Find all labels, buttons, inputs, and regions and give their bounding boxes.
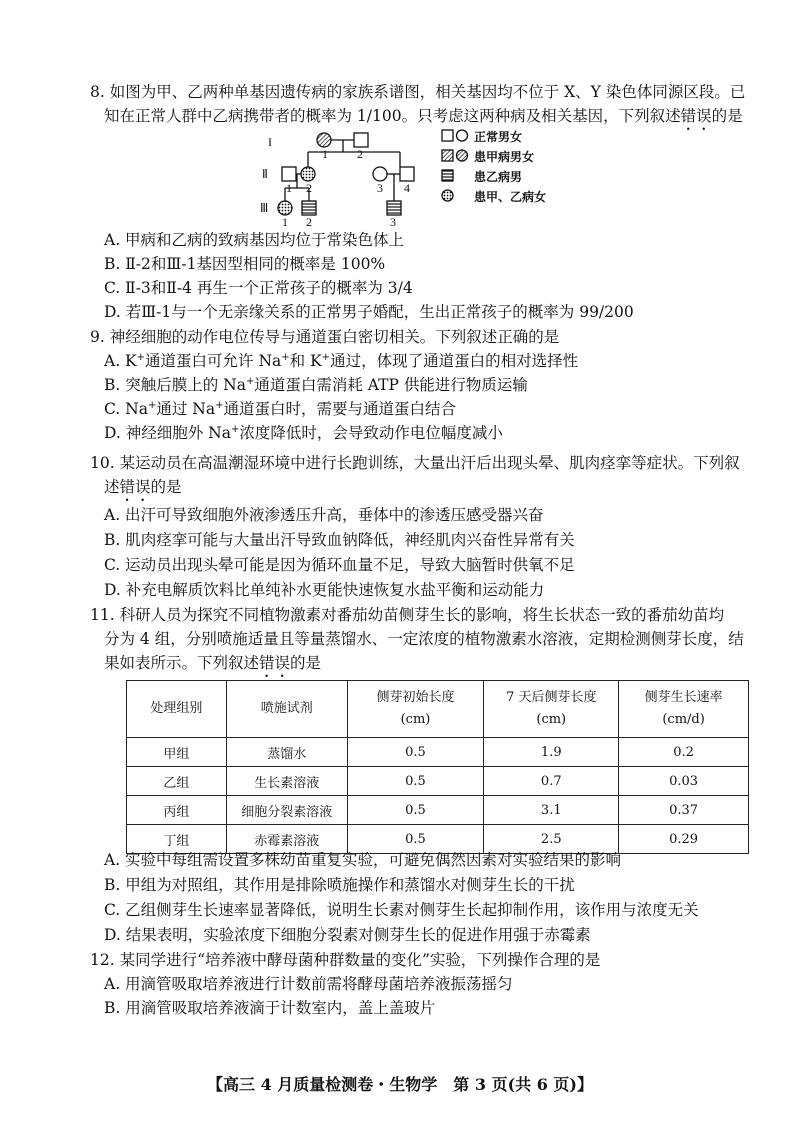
svg-text:2: 2	[306, 215, 312, 228]
q11-stem-line1: 11. 科研人员为探究不同植物激素对番茄幼苗侧芽生长的影响，将生长状态一致的番茄幼苗均	[90, 606, 725, 624]
svg-text:2: 2	[357, 147, 363, 161]
results-table	[126, 680, 749, 854]
q10-stem-line1: 10. 某运动员在高温潮湿环境中进行长跑训练，大量出汗后出现头晕、肌肉痉挛等症状。下列叙	[90, 454, 740, 472]
gen-label-I: I	[268, 135, 272, 149]
ped-II3-normal-female	[373, 167, 387, 181]
table-cell: 蒸馏水	[226, 738, 347, 767]
table-cell: 0.03	[619, 767, 749, 796]
ped-III3-affected-b-male	[387, 201, 401, 215]
ped-III1-affected-both-female	[278, 201, 292, 215]
col-header-group: 处理组别	[127, 681, 227, 738]
legend-disease-b-male: 患乙病男	[474, 170, 523, 184]
q12-option-a: A. 用滴管吸取培养液进行计数前需将酵母菌培养液振荡摇匀	[104, 975, 513, 993]
col-header-reagent: 喷施试剂	[226, 681, 347, 738]
table-cell: 丁组	[127, 825, 227, 854]
q9-stem: 9. 神经细胞的动作电位传导与通道蛋白密切相关。下列叙述正确的是	[90, 328, 560, 346]
pedigree-chart	[260, 128, 680, 228]
q9-option-d: D. 神经细胞外 Na+浓度降低时，会导致动作电位幅度减小	[104, 424, 503, 442]
svg-text:3: 3	[377, 181, 383, 195]
svg-text:2: 2	[306, 181, 312, 195]
legend-both-female: 患甲、乙病女	[474, 190, 547, 204]
q11-option-d: D. 结果表明，实验浓度下细胞分裂素对侧芽生长的促进作用强于赤霉素	[104, 926, 591, 944]
q10-option-b: B. 肌肉痉挛可能与大量出汗导致血钠降低，神经肌肉兴奋性异常有关	[104, 531, 575, 549]
q8-option-a: A. 甲病和乙病的致病基因均位于常染色体上	[104, 231, 405, 249]
table-cell: 0.5	[347, 767, 484, 796]
table-cell: 细胞分裂素溶液	[226, 796, 347, 825]
ped-I1-affected-a-female	[317, 133, 331, 147]
col-header-growth-rate: 侧芽生长速率 (cm/d)	[619, 681, 749, 738]
ped-II1-normal-male	[282, 167, 296, 181]
ped-III2-affected-b-male	[302, 201, 316, 215]
table-row	[127, 767, 749, 796]
q8-stem-line1: 8. 如图为甲、乙两种单基因遗传病的家族系谱图，相关基因均不位于 X、Y 染色体同源区段。已	[90, 83, 746, 101]
q11-option-b: B. 甲组为对照组，其作用是排除喷施操作和蒸馏水对侧芽生长的干扰	[104, 876, 575, 894]
svg-text:1: 1	[322, 147, 328, 161]
table-cell: 2.5	[484, 825, 619, 854]
q9-option-b: B. 突触后膜上的 Na+通道蛋白需消耗 ATP 供能进行物质运输	[104, 376, 528, 394]
table-cell: 乙组	[127, 767, 227, 796]
table-cell: 0.2	[619, 738, 749, 767]
q11-emphasis: 错误	[259, 654, 291, 672]
q11-option-a: A. 实验中每组需设置多株幼苗重复实验，可避免偶然因素对实验结果的影响	[104, 851, 622, 869]
ped-I2-normal-male	[354, 133, 368, 147]
q8-emphasis: 错误	[680, 107, 712, 125]
table-cell: 生长素溶液	[226, 767, 347, 796]
q11-stem-line2: 分为 4 组，分别喷施适量且等量蒸馏水、一定浓度的植物激素水溶液，定期检测侧芽长度，结	[104, 630, 744, 648]
q10-option-c: C. 运动员出现头晕可能是因为循环血量不足，导致大脑暂时供氧不足	[104, 556, 575, 574]
col-header-initial-length: 侧芽初始长度 (cm)	[347, 681, 484, 738]
q12-option-b: B. 用滴管吸取培养液滴于计数室内，盖上盖玻片	[104, 999, 436, 1017]
table-header-row	[127, 681, 749, 738]
table-cell: 0.5	[347, 796, 484, 825]
q10-stem-line2: 述错误的是	[104, 478, 182, 496]
pedigree-svg	[260, 128, 680, 228]
gen-label-III: Ⅲ	[260, 201, 269, 215]
col-header-length-7d: 7 天后侧芽长度 (cm)	[484, 681, 619, 738]
svg-text:4: 4	[404, 181, 410, 195]
page-footer: 【高三 4 月质量检测卷・生物学 第 3 页(共 6 页)】	[207, 1075, 593, 1094]
svg-text:3: 3	[390, 215, 396, 228]
q12-stem: 12. 某同学进行“培养液中酵母菌种群数量的变化”实验，下列操作合理的是	[90, 951, 601, 969]
q11-stem-line3: 果如表所示。下列叙述错误的是	[104, 654, 322, 672]
gen-label-II: Ⅱ	[262, 167, 268, 181]
table-cell: 3.1	[484, 796, 619, 825]
table-cell: 0.7	[484, 767, 619, 796]
q8-option-b: B. Ⅱ-2和Ⅲ-1基因型相同的概率是 100%	[104, 255, 386, 273]
table-cell: 0.5	[347, 825, 484, 854]
q9-option-c: C. Na+通过 Na+通道蛋白时，需要与通道蛋白结合	[104, 400, 456, 418]
q10-option-a: A. 出汗可导致细胞外液渗透压升高，垂体中的渗透压感受器兴奋	[104, 506, 544, 524]
table-cell: 1.9	[484, 738, 619, 767]
ped-II2-affected-both-female	[301, 167, 315, 181]
q8-stem-line2: 知在正常人群中乙病携带者的概率为 1/100。只考虑这两种病及相关基因，下列叙述错误的是	[104, 107, 743, 125]
q10-emphasis: 错误	[119, 478, 151, 496]
svg-text:1: 1	[286, 181, 292, 195]
q8-option-d: D. 若Ⅲ-1与一个无亲缘关系的正常男子婚配，生出正常孩子的概率为 99/200	[104, 303, 634, 321]
table-cell: 0.37	[619, 796, 749, 825]
table-cell: 0.5	[347, 738, 484, 767]
q9-option-a: A. K+通道蛋白可允许 Na+和 K+通过，体现了通道蛋白的相对选择性	[104, 352, 579, 370]
legend-disease-a: 患甲病男女	[474, 150, 535, 164]
table-cell: 0.29	[619, 825, 749, 854]
ped-II4-normal-male	[400, 167, 414, 181]
q8-option-c: C. Ⅱ-3和Ⅱ-4 再生一个正常孩子的概率为 3/4	[104, 279, 413, 297]
table-row	[127, 796, 749, 825]
table-cell: 赤霉素溶液	[226, 825, 347, 854]
svg-text:1: 1	[282, 215, 288, 228]
q10-option-d: D. 补充电解质饮料比单纯补水更能快速恢复水盐平衡和运动能力	[104, 581, 545, 599]
legend-normal: 正常男女	[474, 130, 523, 144]
q11-option-c: C. 乙组侧芽生长速率显著降低，说明生长素对侧芽生长起抑制作用，该作用与浓度无关	[104, 901, 699, 919]
table-cell: 甲组	[127, 738, 227, 767]
table-cell: 丙组	[127, 796, 227, 825]
table-row	[127, 738, 749, 767]
